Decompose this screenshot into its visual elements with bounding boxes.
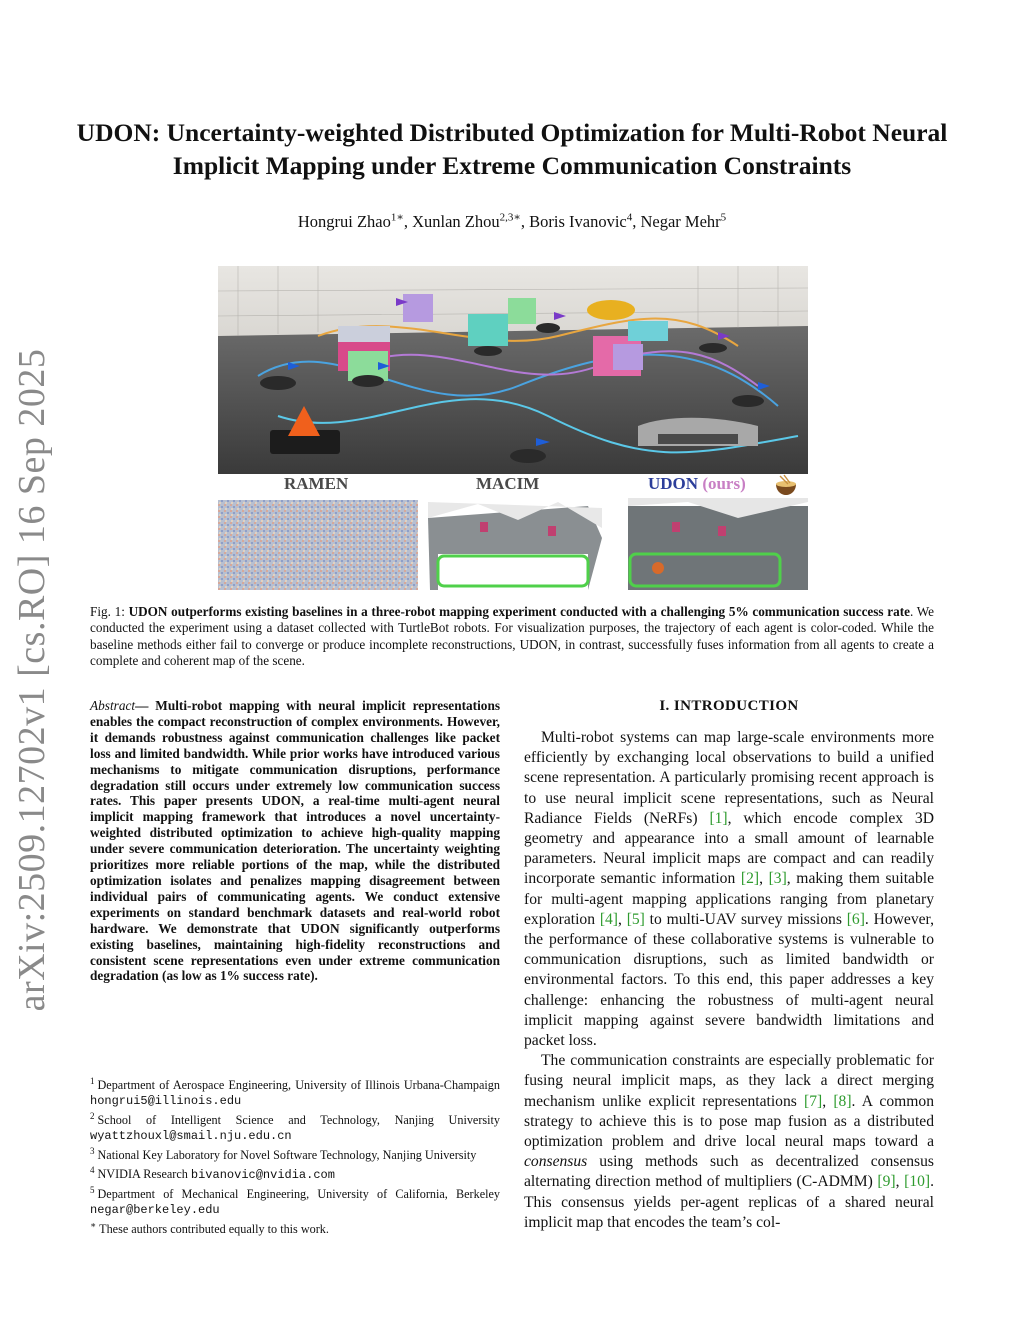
label-macim: MACIM	[476, 474, 540, 493]
paper-title: UDON: Uncertainty-weighted Distributed Optimization for Multi-Robot Neural Implicit Mapping under Extreme Communication Constraints	[76, 118, 948, 180]
citation-link[interactable]: [5]	[626, 910, 645, 928]
body-text: , which encode complex 3D geometry and appearance into a small amount of learnable parameters. Neural implicit maps are compact and can readily incorporate semantic information	[524, 809, 934, 888]
body-text: using methods such as decentralized consensus alternating direction method of multipliers (C-ADMM)	[524, 1153, 934, 1191]
citation-link[interactable]: [10]	[904, 1173, 931, 1191]
affiliation-footnotes	[90, 1074, 500, 1237]
body-text: to multi-UAV survey missions	[644, 910, 847, 928]
author-list	[60, 210, 964, 232]
citation-link[interactable]: [6]	[846, 910, 865, 928]
label-udon: UDON (ours)	[648, 474, 746, 493]
body-text: ,	[618, 910, 627, 928]
section-heading-introduction: I. INTRODUCTION	[659, 698, 799, 714]
footnote: $^2$ School of Intelligent Science and Technology, Nanjing University wyattzhouxl@smail.nju.edu.cn	[90, 1111, 500, 1144]
abstract: Abstract— Multi-robot mapping with neural implicit representations enables the compact reconstruction of complex environments. However, it demands robustness against communication challenges like packet loss and limited bandwidth. While prior works have introduced various mechanisms to mitigate communication disruptions, performance degradation still occurs under extremely low communication success rates. This paper presents UDON, a real-time multi-agent neural implicit mapping framework that introduces a novel uncertainty-weighted distributed optimization to achieve high-quality mapping under severe communication deterioration. The uncertainty weighting prioritizes more reliable portions of the map, while the distributed optimization isolates and penalizes mapping disagreement between individual pairs of communicating agents. We conduct extensive experiments on standard benchmark datasets and real-world robot hardware. We demonstrate that UDON significantly outperforms existing baselines, maintaining high-fidelity reconstructions and consistent scene representations even under extreme communication degradation (as low as 1% success rate).	[90, 698, 501, 984]
udon-bowl-icon	[774, 474, 798, 496]
body-text: . This consensus yields per-agent replicas of a shared neural implicit map that encodes the team’s col-	[524, 1173, 935, 1231]
figure-1	[218, 266, 808, 596]
body-text: ,	[759, 870, 769, 888]
footnote: $^3$ National Key Laboratory for Novel Software Technology, Nanjing University	[90, 1146, 477, 1163]
body-text: Multi-robot systems can map large-scale environments more efficiently by exchanging local observations to build a unified scene representation. A particularly promising recent approach is to use neural implicit scene representations, such as Neural Radiance Fields (NeRFs)	[524, 729, 934, 827]
footnote: $^4$ NVIDIA Research bivanovic@nvidia.com	[90, 1165, 335, 1183]
reconstruction-panels	[218, 498, 808, 596]
body-text: , making them suitable for multi-agent mapping applications ranging from planetary exploration	[524, 870, 934, 928]
author-3: Boris Ivanovic$^4$,	[529, 211, 641, 231]
citation-link[interactable]: [7]	[804, 1092, 823, 1110]
citation-link[interactable]: [9]	[877, 1173, 896, 1191]
arxiv-side-stamp	[8, 348, 56, 1012]
body-text: ,	[895, 1173, 905, 1191]
figure-caption: Fig. 1: UDON outperforms existing baselines in a three-robot mapping experiment conducted with a challenging 5% communication success rate. We conducted the experiment using a dataset collected with TurtleBot robots. For visualization purposes, the trajectory of each agent is color-coded. While the baseline methods either fail to converge or produce incomplete reconstructions, UDON, in contrast, successfully fuses information from all agents to create a complete and coherent map of the scene.	[90, 604, 934, 668]
citation-link[interactable]: [4]	[599, 910, 618, 928]
author-2: Xunlan Zhou$^{2,3∗}$,	[412, 211, 530, 231]
body-text: ,	[822, 1092, 834, 1110]
intro-paragraph-1	[524, 728, 934, 1051]
label-ramen: RAMEN	[284, 474, 349, 493]
body-text: . However, the performance of these collaborative systems is vulnerable to communication disruptions, such as limited bandwidth or environmental factors. To this end, this paper addresses a key challenge: enhancing the robustness of multi-agent neural implicit mapping against severe bandwidth limitations and packet loss.	[524, 910, 934, 1050]
footnote: ∗ These authors contributed equally to this work.	[90, 1220, 329, 1237]
introduction-body	[524, 728, 934, 1233]
intro-paragraph-2	[524, 1051, 934, 1233]
citation-link[interactable]: [2]	[740, 870, 760, 888]
body-text: . A common strategy to achieve this is to pose map fusion as a distributed optimization problem and drive local neural maps toward a	[524, 1092, 934, 1151]
footnote: $^1$ Department of Aerospace Engineering, University of Illinois Urbana-Champaign hongrui5@illinois.edu	[90, 1076, 500, 1109]
arxiv-stamp-text: arXiv:2509.12702v1 [cs.RO] 16 Sep 2025	[11, 348, 53, 1012]
citation-link[interactable]: [3]	[768, 870, 787, 888]
author-4: Negar Mehr$^5$	[640, 211, 727, 231]
citation-link[interactable]: [8]	[833, 1092, 852, 1110]
body-text: The communication constraints are especially problematic for fusing neural implicit maps, as they lack a direct merging mechanism unlike explicit representations	[524, 1052, 934, 1110]
footnote: $^5$ Department of Mechanical Engineering, University of California, Berkeley negar@berkeley.edu	[90, 1185, 500, 1218]
author-1: Hongrui Zhao$^{1∗}$,	[297, 211, 413, 231]
citation-link[interactable]: [1]	[709, 809, 728, 827]
experiment-arena-photo	[218, 266, 808, 474]
emphasis-text: consensus	[524, 1153, 588, 1171]
